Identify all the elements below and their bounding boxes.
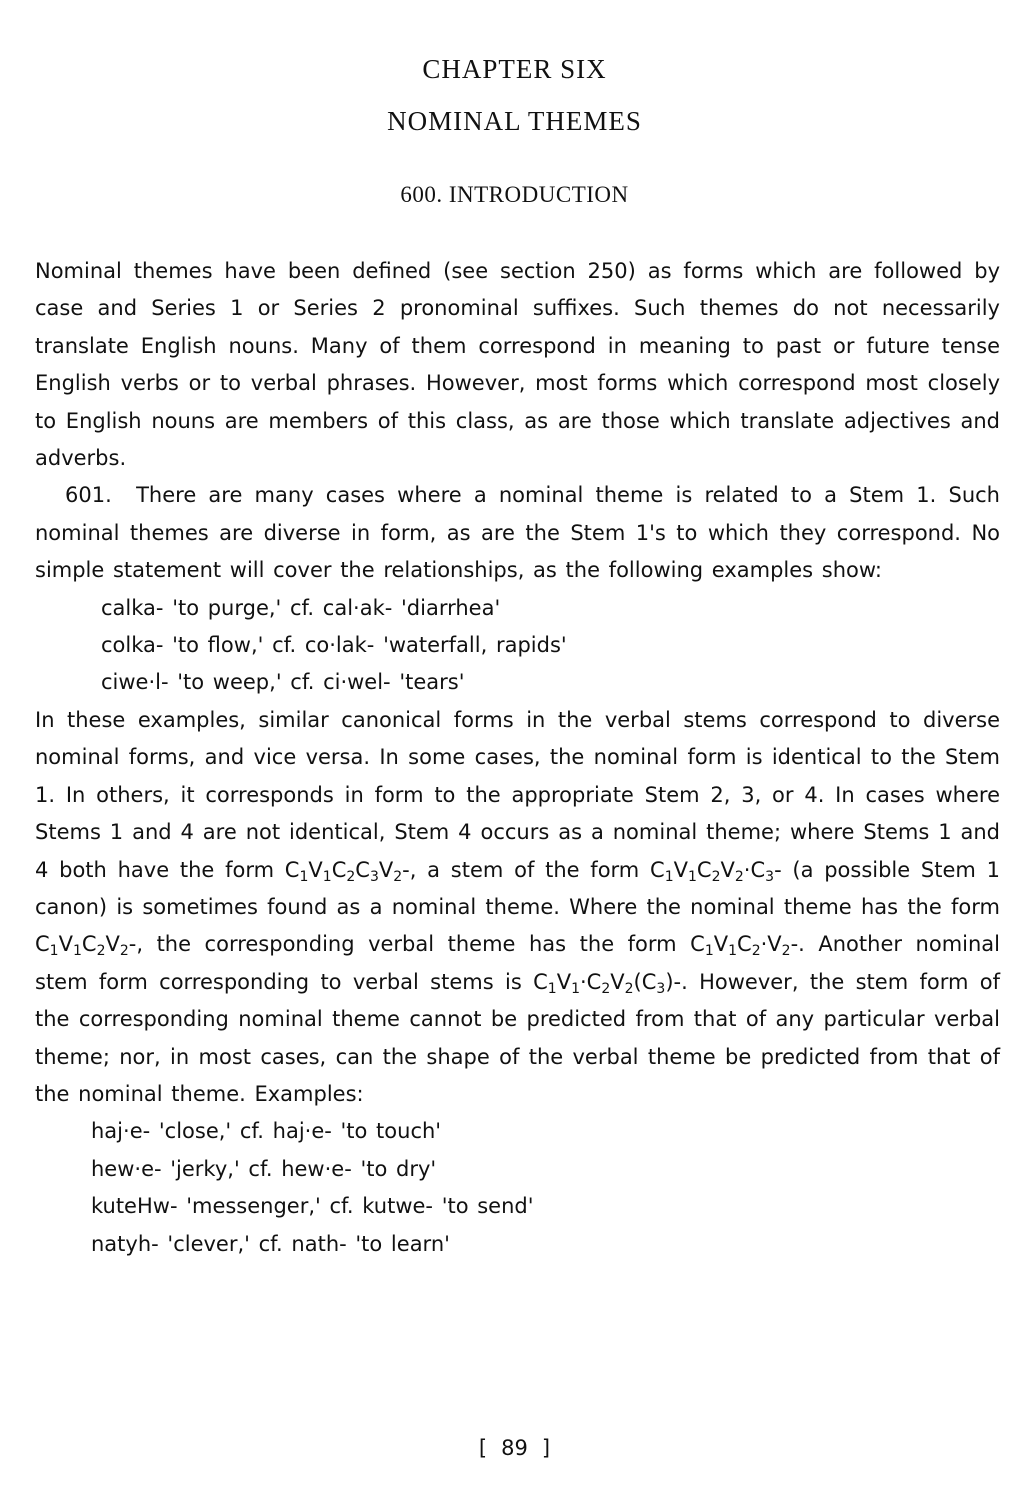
paragraph-number: 601. <box>65 483 112 508</box>
example-line: hew·e- 'jerky,' cf. hew·e- 'to dry' <box>91 1156 437 1181</box>
paragraph-601 <box>35 477 1000 589</box>
example-line: natyh- 'clever,' cf. nath- 'to learn' <box>91 1231 450 1256</box>
example-line: ciwe·l- 'to weep,' cf. ci·wel- 'tears' <box>101 670 465 695</box>
chapter-title: CHAPTER SIX <box>422 54 607 84</box>
page-number: [ 89 ] <box>478 1436 551 1460</box>
example-line: haj·e- 'close,' cf. haj·e- 'to touch' <box>91 1119 442 1144</box>
example-line: colka- 'to flow,' cf. co·lak- 'waterfall, rapids' <box>101 633 567 658</box>
example-line: kuteHw- 'messenger,' cf. kutwe- 'to send' <box>91 1194 534 1219</box>
page-number-value: 89 <box>501 1436 528 1460</box>
section-heading: 600. INTRODUCTION <box>400 182 629 207</box>
example-line: calka- 'to purge,' cf. cal·ak- 'diarrhea' <box>101 595 501 620</box>
paragraph-canonical-forms: In these examples, similar canonical forms in the verbal stems correspond to diverse nominal forms, and vice versa. In some cases, the nominal form is identical to the Stem 1. In others, it corresponds in form to the appropriate Stem 2, 3, or 4. In cases where Stems 1 and 4 are not identical, Stem 4 occurs as a nominal theme; where Stems 1 and 4 both have the form $C_1V_1C_2C_3V_2-$, a stem of the form $C_1V_1C_2V_2\cdot C_3-$ (a possible Stem 1 canon) is sometimes found as a nominal theme. Where the nominal theme has the form $C_1V_1C_2V_2-$, the corresponding verbal theme has the form $C_1V_1C_2\cdot V_2-$. Another nominal stem form corresponding to verbal stems is $C_1V_1\cdot C_2V_2(C_3)-$. However, the stem form of the corresponding nominal theme cannot be predicted from that of any particular verbal theme; nor, in most cases, can the shape of the verbal theme be predicted from that of the nominal theme. Examples: <box>35 707 1000 1106</box>
chapter-subtitle: NOMINAL THEMES <box>387 106 642 136</box>
body-text <box>35 253 1000 1263</box>
paragraph-600: Nominal themes have been defined (see section 250) as forms which are followed by case and Series 1 or Series 2 pronominal suffixes. Such themes do not necessarily translate English nouns. Many of them correspond in meaning to past or future tense English verbs or to verbal phrases. However, most forms which correspond most closely to English nouns are members of this class, as are those which translate adjectives and adverbs. <box>35 259 1000 471</box>
paragraph-601-text: There are many cases where a nominal theme is related to a Stem 1. Such nominal themes are diverse in form, as are the Stem 1's to which they correspond. No simple statement will cover the relationships, as the following examples show: <box>35 483 1000 583</box>
